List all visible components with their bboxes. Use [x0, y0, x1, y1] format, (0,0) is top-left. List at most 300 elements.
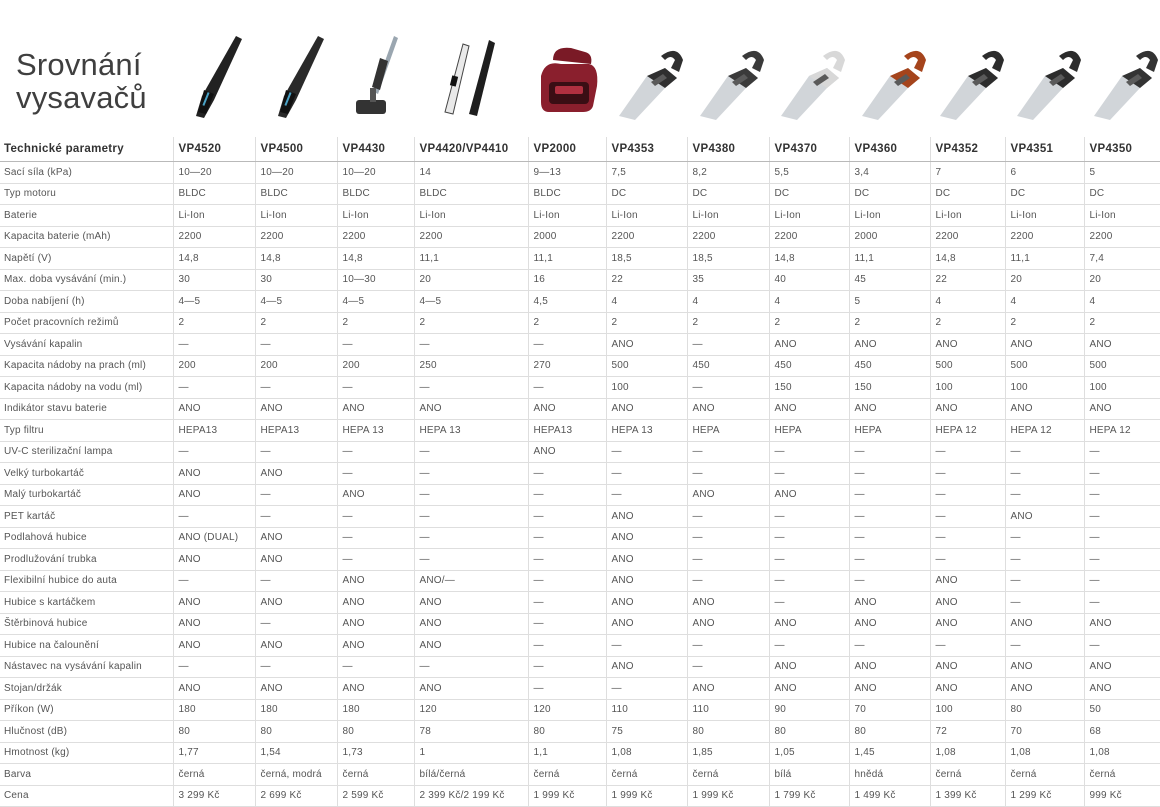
table-cell: — — [414, 484, 528, 506]
table-cell: ANO — [849, 678, 930, 700]
table-cell: — — [1084, 549, 1160, 571]
table-cell: — — [769, 463, 849, 485]
table-cell: 4—5 — [337, 291, 414, 313]
table-cell: — — [528, 377, 606, 399]
table-cell: 80 — [173, 721, 255, 743]
table-cell: černá, modrá — [255, 764, 337, 786]
table-cell: 1 999 Kč — [687, 785, 769, 807]
table-cell: ANO — [1005, 656, 1084, 678]
table-cell: 14 — [414, 162, 528, 184]
table-cell: — — [528, 592, 606, 614]
param-label: Vysávání kapalin — [0, 334, 173, 356]
table-cell: — — [1005, 592, 1084, 614]
table-cell: 14,8 — [173, 248, 255, 270]
table-cell: 5 — [1084, 162, 1160, 184]
table-cell: — — [414, 441, 528, 463]
table-cell: ANO — [769, 484, 849, 506]
table-cell: 80 — [849, 721, 930, 743]
table-cell: Li-Ion — [849, 205, 930, 227]
model-header: VP4520 — [173, 137, 255, 162]
product-images — [0, 30, 1160, 130]
table-cell: 72 — [930, 721, 1005, 743]
table-cell: — — [687, 570, 769, 592]
table-cell: 7 — [930, 162, 1005, 184]
table-cell: 4 — [687, 291, 769, 313]
param-label: Typ filtru — [0, 420, 173, 442]
table-cell: 450 — [769, 355, 849, 377]
table-cell: — — [528, 334, 606, 356]
table-row — [0, 699, 1160, 721]
table-cell: — — [930, 527, 1005, 549]
param-label: Indikátor stavu baterie — [0, 398, 173, 420]
table-cell: — — [528, 570, 606, 592]
table-cell: ANO — [849, 592, 930, 614]
table-cell: ANO — [255, 463, 337, 485]
table-cell: — — [414, 463, 528, 485]
handheld-vacuum-icon — [850, 30, 930, 130]
table-cell: 1,08 — [1005, 742, 1084, 764]
table-cell: — — [687, 656, 769, 678]
table-cell: 2 — [173, 312, 255, 334]
table-cell: 2 — [849, 312, 930, 334]
table-cell: ANO — [337, 678, 414, 700]
table-cell: — — [1005, 484, 1084, 506]
table-cell: ANO — [930, 592, 1005, 614]
table-cell: — — [606, 678, 687, 700]
table-cell: 1,54 — [255, 742, 337, 764]
table-cell: ANO — [173, 398, 255, 420]
table-cell: 5,5 — [769, 162, 849, 184]
param-label: Cena — [0, 785, 173, 807]
table-cell: 18,5 — [606, 248, 687, 270]
table-cell: — — [769, 635, 849, 657]
table-cell: 2 — [606, 312, 687, 334]
table-cell: 2000 — [528, 226, 606, 248]
table-cell: ANO — [337, 484, 414, 506]
table-cell: 18,5 — [687, 248, 769, 270]
table-cell: — — [930, 463, 1005, 485]
table-cell: — — [528, 613, 606, 635]
table-cell: — — [255, 613, 337, 635]
table-cell: 2 399 Kč/2 199 Kč — [414, 785, 528, 807]
table-cell: — — [528, 463, 606, 485]
table-cell: 78 — [414, 721, 528, 743]
table-cell: 4—5 — [173, 291, 255, 313]
table-cell: — — [769, 549, 849, 571]
comparison-table — [0, 137, 1160, 807]
table-row — [0, 656, 1160, 678]
table-cell: — — [606, 463, 687, 485]
table-cell: ANO — [930, 613, 1005, 635]
table-cell: — — [255, 334, 337, 356]
table-cell: 500 — [930, 355, 1005, 377]
table-cell: ANO — [930, 656, 1005, 678]
table-cell: ANO — [173, 635, 255, 657]
table-cell: BLDC — [337, 183, 414, 205]
table-cell: BLDC — [414, 183, 528, 205]
table-cell: 100 — [930, 377, 1005, 399]
table-cell: 150 — [769, 377, 849, 399]
table-cell: ANO — [769, 334, 849, 356]
table-cell: HEPA 13 — [414, 420, 528, 442]
table-cell: ANO — [687, 678, 769, 700]
table-cell: — — [337, 549, 414, 571]
table-cell: 200 — [255, 355, 337, 377]
table-row — [0, 549, 1160, 571]
table-cell: 11,1 — [1005, 248, 1084, 270]
table-cell: — — [849, 549, 930, 571]
table-cell: 2200 — [414, 226, 528, 248]
table-cell: ANO — [606, 613, 687, 635]
table-cell: ANO — [606, 527, 687, 549]
table-cell: ANO — [337, 592, 414, 614]
table-cell: 100 — [1005, 377, 1084, 399]
table-cell: ANO — [687, 613, 769, 635]
table-cell: ANO — [1005, 398, 1084, 420]
table-cell: — — [173, 334, 255, 356]
param-label: Nástavec na vysávání kapalin — [0, 656, 173, 678]
table-row — [0, 205, 1160, 227]
table-cell: — — [769, 527, 849, 549]
table-cell: ANO — [930, 398, 1005, 420]
table-cell: — — [414, 549, 528, 571]
table-row — [0, 420, 1160, 442]
table-cell: HEPA13 — [173, 420, 255, 442]
model-header: VP4500 — [255, 137, 337, 162]
table-cell: — — [1084, 484, 1160, 506]
table-cell: — — [173, 377, 255, 399]
table-cell: 120 — [528, 699, 606, 721]
table-cell: 4,5 — [528, 291, 606, 313]
table-cell: — — [1005, 463, 1084, 485]
table-row — [0, 269, 1160, 291]
table-cell: 10—30 — [337, 269, 414, 291]
table-cell: 80 — [337, 721, 414, 743]
table-cell: DC — [1084, 183, 1160, 205]
param-label: UV-C sterilizační lampa — [0, 441, 173, 463]
table-cell: DC — [606, 183, 687, 205]
table-row — [0, 355, 1160, 377]
table-cell: 14,8 — [769, 248, 849, 270]
table-cell: ANO — [930, 570, 1005, 592]
table-row — [0, 592, 1160, 614]
mattress-vacuum-icon — [527, 30, 607, 130]
table-cell: ANO — [173, 592, 255, 614]
table-cell: — — [930, 484, 1005, 506]
table-cell: ANO — [769, 613, 849, 635]
table-cell: 120 — [414, 699, 528, 721]
param-label: Stojan/držák — [0, 678, 173, 700]
stick-vacuum-icon — [174, 30, 254, 130]
model-header: VP4352 — [930, 137, 1005, 162]
table-cell: ANO — [173, 678, 255, 700]
table-cell: ANO — [255, 635, 337, 657]
table-cell: 500 — [1084, 355, 1160, 377]
table-cell: HEPA13 — [528, 420, 606, 442]
table-cell: ANO — [1084, 334, 1160, 356]
table-cell: 4 — [769, 291, 849, 313]
table-cell: ANO — [255, 398, 337, 420]
table-cell: ANO/— — [414, 570, 528, 592]
table-cell: BLDC — [528, 183, 606, 205]
table-cell: 9—13 — [528, 162, 606, 184]
table-cell: 50 — [1084, 699, 1160, 721]
table-cell: 2200 — [255, 226, 337, 248]
table-cell: 999 Kč — [1084, 785, 1160, 807]
handheld-vacuum-icon — [1082, 30, 1160, 130]
table-cell: 16 — [528, 269, 606, 291]
table-cell: Li-Ion — [528, 205, 606, 227]
param-label: Kapacita nádoby na vodu (ml) — [0, 377, 173, 399]
handheld-vacuum-icon — [928, 30, 1008, 130]
table-cell: HEPA 12 — [1005, 420, 1084, 442]
table-cell: černá — [173, 764, 255, 786]
param-label: Kapacita baterie (mAh) — [0, 226, 173, 248]
table-cell: hnědá — [849, 764, 930, 786]
table-cell: 100 — [1084, 377, 1160, 399]
table-header-row — [0, 137, 1160, 162]
table-cell: ANO — [1005, 334, 1084, 356]
table-cell: 14,8 — [255, 248, 337, 270]
table-cell: — — [769, 506, 849, 528]
table-cell: HEPA 12 — [930, 420, 1005, 442]
table-cell: 100 — [606, 377, 687, 399]
table-cell: 2 — [337, 312, 414, 334]
table-row — [0, 463, 1160, 485]
table-cell: — — [173, 570, 255, 592]
param-label: Doba nabíjení (h) — [0, 291, 173, 313]
table-cell: — — [1084, 527, 1160, 549]
param-label: Podlahová hubice — [0, 527, 173, 549]
table-cell: Li-Ion — [255, 205, 337, 227]
table-row — [0, 764, 1160, 786]
table-cell: ANO — [255, 678, 337, 700]
table-cell: 2 — [255, 312, 337, 334]
table-cell: — — [687, 527, 769, 549]
table-cell: — — [337, 656, 414, 678]
table-cell: — — [606, 441, 687, 463]
table-cell: ANO (DUAL) — [173, 527, 255, 549]
table-cell: — — [337, 334, 414, 356]
table-cell: 40 — [769, 269, 849, 291]
table-cell: 4 — [1084, 291, 1160, 313]
table-cell: ANO — [173, 463, 255, 485]
handheld-vacuum-icon — [607, 30, 687, 130]
table-cell: ANO — [1005, 506, 1084, 528]
table-cell: 7,5 — [606, 162, 687, 184]
table-cell: černá — [606, 764, 687, 786]
table-cell: 2200 — [173, 226, 255, 248]
table-cell: 80 — [769, 721, 849, 743]
table-cell: — — [528, 506, 606, 528]
param-label: Kapacita nádoby na prach (ml) — [0, 355, 173, 377]
table-cell: — — [930, 506, 1005, 528]
table-cell: 45 — [849, 269, 930, 291]
table-cell: ANO — [930, 678, 1005, 700]
page-title-line-1: Srovnání — [16, 47, 142, 82]
table-cell: — — [528, 527, 606, 549]
table-cell: ANO — [606, 592, 687, 614]
table-cell: 20 — [1084, 269, 1160, 291]
table-cell: ANO — [528, 441, 606, 463]
model-header: VP4370 — [769, 137, 849, 162]
table-cell: 1 999 Kč — [606, 785, 687, 807]
table-cell: ANO — [606, 549, 687, 571]
param-label: Hmotnost (kg) — [0, 742, 173, 764]
table-cell: — — [687, 334, 769, 356]
table-cell: 1,08 — [606, 742, 687, 764]
table-row — [0, 398, 1160, 420]
param-label: Počet pracovních režimů — [0, 312, 173, 334]
table-row — [0, 506, 1160, 528]
table-cell: 500 — [606, 355, 687, 377]
table-cell: HEPA — [849, 420, 930, 442]
table-cell: 90 — [769, 699, 849, 721]
table-cell: — — [255, 656, 337, 678]
table-cell: ANO — [1005, 678, 1084, 700]
table-cell: 7,4 — [1084, 248, 1160, 270]
model-header: VP4420/VP4410 — [414, 137, 528, 162]
table-cell: ANO — [414, 398, 528, 420]
table-cell: 3,4 — [849, 162, 930, 184]
table-cell: ANO — [687, 398, 769, 420]
table-row — [0, 570, 1160, 592]
table-cell: 2 — [528, 312, 606, 334]
table-row — [0, 162, 1160, 184]
table-cell: — — [414, 377, 528, 399]
table-cell: — — [1005, 527, 1084, 549]
table-cell: HEPA — [687, 420, 769, 442]
table-cell: 1,73 — [337, 742, 414, 764]
upright-vacuum-icon — [336, 30, 416, 130]
table-cell: Li-Ion — [769, 205, 849, 227]
table-cell: 1,05 — [769, 742, 849, 764]
table-cell: — — [687, 635, 769, 657]
table-cell: — — [1005, 570, 1084, 592]
table-cell: — — [849, 463, 930, 485]
table-cell: BLDC — [173, 183, 255, 205]
table-cell: — — [1084, 635, 1160, 657]
table-cell: 2 — [769, 312, 849, 334]
table-cell: 4 — [606, 291, 687, 313]
table-cell: 14,8 — [337, 248, 414, 270]
table-cell: ANO — [414, 678, 528, 700]
table-cell: ANO — [173, 613, 255, 635]
table-cell: — — [930, 549, 1005, 571]
table-cell: 10—20 — [173, 162, 255, 184]
table-cell: — — [337, 463, 414, 485]
param-label: Příkon (W) — [0, 699, 173, 721]
table-cell: — — [1084, 463, 1160, 485]
table-cell: 10—20 — [255, 162, 337, 184]
model-header: VP4353 — [606, 137, 687, 162]
table-row — [0, 183, 1160, 205]
table-cell: ANO — [414, 635, 528, 657]
table-cell: ANO — [337, 635, 414, 657]
table-cell: HEPA13 — [255, 420, 337, 442]
table-cell: — — [687, 463, 769, 485]
table-cell: — — [1084, 570, 1160, 592]
table-cell: — — [1084, 592, 1160, 614]
model-header: VP4360 — [849, 137, 930, 162]
table-cell: 2200 — [687, 226, 769, 248]
table-cell: 2000 — [849, 226, 930, 248]
table-cell: 4 — [1005, 291, 1084, 313]
table-cell: ANO — [606, 506, 687, 528]
table-cell: černá — [930, 764, 1005, 786]
table-cell: 180 — [255, 699, 337, 721]
table-cell: 2200 — [337, 226, 414, 248]
table-cell: DC — [687, 183, 769, 205]
table-row — [0, 334, 1160, 356]
table-cell: 2 — [687, 312, 769, 334]
table-cell: DC — [930, 183, 1005, 205]
table-cell: DC — [849, 183, 930, 205]
table-row — [0, 742, 1160, 764]
table-cell: ANO — [173, 549, 255, 571]
table-cell: 270 — [528, 355, 606, 377]
param-label: Malý turbokartáč — [0, 484, 173, 506]
table-cell: 22 — [606, 269, 687, 291]
table-cell: 80 — [255, 721, 337, 743]
table-cell: — — [255, 506, 337, 528]
table-cell: 1,77 — [173, 742, 255, 764]
table-cell: 80 — [528, 721, 606, 743]
table-cell: 70 — [1005, 721, 1084, 743]
table-cell: — — [1084, 506, 1160, 528]
table-cell: Li-Ion — [930, 205, 1005, 227]
handheld-vacuum-icon — [688, 30, 768, 130]
table-cell: — — [337, 377, 414, 399]
param-label: Baterie — [0, 205, 173, 227]
param-label: Max. doba vysávání (min.) — [0, 269, 173, 291]
table-cell: černá — [1084, 764, 1160, 786]
table-cell: bílá — [769, 764, 849, 786]
table-cell: černá — [337, 764, 414, 786]
table-cell: — — [414, 506, 528, 528]
table-cell: — — [606, 635, 687, 657]
table-cell: DC — [769, 183, 849, 205]
table-cell: 11,1 — [414, 248, 528, 270]
table-cell: 200 — [337, 355, 414, 377]
table-cell: 20 — [1005, 269, 1084, 291]
table-cell: — — [849, 527, 930, 549]
table-cell: ANO — [337, 613, 414, 635]
table-cell: 6 — [1005, 162, 1084, 184]
table-cell: bílá/černá — [414, 764, 528, 786]
table-cell: 100 — [930, 699, 1005, 721]
table-cell: — — [1005, 549, 1084, 571]
table-cell: ANO — [1005, 613, 1084, 635]
table-cell: 450 — [849, 355, 930, 377]
table-row — [0, 226, 1160, 248]
table-cell: 2 — [930, 312, 1005, 334]
table-cell: 8,2 — [687, 162, 769, 184]
model-header: VP2000 — [528, 137, 606, 162]
param-label: Napětí (V) — [0, 248, 173, 270]
table-cell: černá — [687, 764, 769, 786]
table-cell: 110 — [606, 699, 687, 721]
table-cell: ANO — [606, 570, 687, 592]
table-cell: 4 — [930, 291, 1005, 313]
table-cell: ANO — [849, 613, 930, 635]
table-cell: HEPA 13 — [606, 420, 687, 442]
table-cell: — — [849, 506, 930, 528]
table-cell: — — [173, 506, 255, 528]
table-cell: ANO — [528, 398, 606, 420]
table-row — [0, 635, 1160, 657]
table-cell: 200 — [173, 355, 255, 377]
